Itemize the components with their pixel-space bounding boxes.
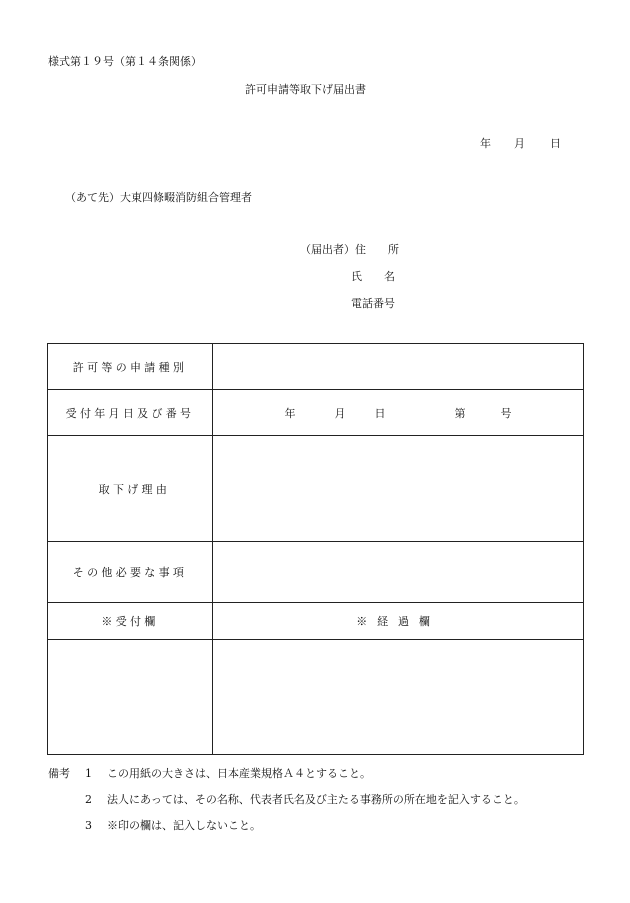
note-item bbox=[85, 791, 525, 807]
addressee: （あて先）大東四條畷消防組合管理者 bbox=[65, 191, 252, 204]
reception-day: 日 bbox=[374, 406, 386, 420]
note-text: 法人にあっては、その名称、代表者氏名及び主たる事務所の所在地を記入すること。 bbox=[107, 793, 525, 806]
application-type-label: 許可等の申請種別 bbox=[48, 344, 213, 390]
withdrawal-reason-label: 取下げ理由 bbox=[48, 436, 213, 542]
other-matters-label: その他必要な事項 bbox=[48, 542, 213, 603]
notes-prefix: 備考 bbox=[48, 767, 70, 780]
note-number: 2 bbox=[85, 793, 92, 806]
applicant-phone-row bbox=[351, 295, 395, 311]
note-item bbox=[85, 817, 261, 833]
note-number: 1 bbox=[85, 767, 92, 780]
reception-go: 号 bbox=[500, 406, 512, 420]
reception-column-header: ※受付欄 bbox=[48, 603, 213, 640]
reception-month: 月 bbox=[334, 406, 346, 420]
progress-column-header: ※経過欄 bbox=[213, 603, 584, 640]
date-day: 日 bbox=[550, 137, 561, 150]
document-title: 許可申請等取下げ届出書 bbox=[245, 83, 366, 96]
other-matters-cell[interactable] bbox=[213, 542, 584, 603]
applicant-address-row bbox=[300, 241, 399, 257]
date-month: 月 bbox=[514, 137, 525, 150]
reception-date-label: 受付年月日及び番号 bbox=[48, 390, 213, 436]
table-row bbox=[48, 436, 584, 542]
table-row bbox=[48, 640, 584, 755]
table-row bbox=[48, 603, 584, 640]
applicant-name-row bbox=[351, 268, 395, 284]
note-text: この用紙の大きさは、日本産業規格Ａ４とすること。 bbox=[107, 767, 371, 780]
table-row bbox=[48, 542, 584, 603]
reception-date-cell[interactable] bbox=[213, 390, 584, 436]
table-row bbox=[48, 390, 584, 436]
note-item bbox=[48, 765, 371, 781]
phone-label: 電話番号 bbox=[351, 297, 395, 310]
date-line bbox=[480, 135, 561, 151]
applicant-prefix: （届出者） bbox=[300, 243, 355, 256]
withdrawal-form-table bbox=[47, 343, 584, 755]
reception-no: 第 bbox=[454, 406, 466, 420]
name-label: 氏 名 bbox=[351, 270, 395, 283]
reception-cell bbox=[48, 640, 213, 755]
form-number: 様式第１９号（第１４条関係） bbox=[48, 55, 202, 68]
note-text: ※印の欄は、記入しないこと。 bbox=[107, 819, 261, 832]
note-number: 3 bbox=[85, 819, 92, 832]
address-label: 住 所 bbox=[355, 243, 399, 256]
reception-year: 年 bbox=[284, 406, 296, 420]
date-year: 年 bbox=[480, 137, 491, 150]
progress-cell bbox=[213, 640, 584, 755]
table-row bbox=[48, 344, 584, 390]
application-type-cell[interactable] bbox=[213, 344, 584, 390]
withdrawal-reason-cell[interactable] bbox=[213, 436, 584, 542]
